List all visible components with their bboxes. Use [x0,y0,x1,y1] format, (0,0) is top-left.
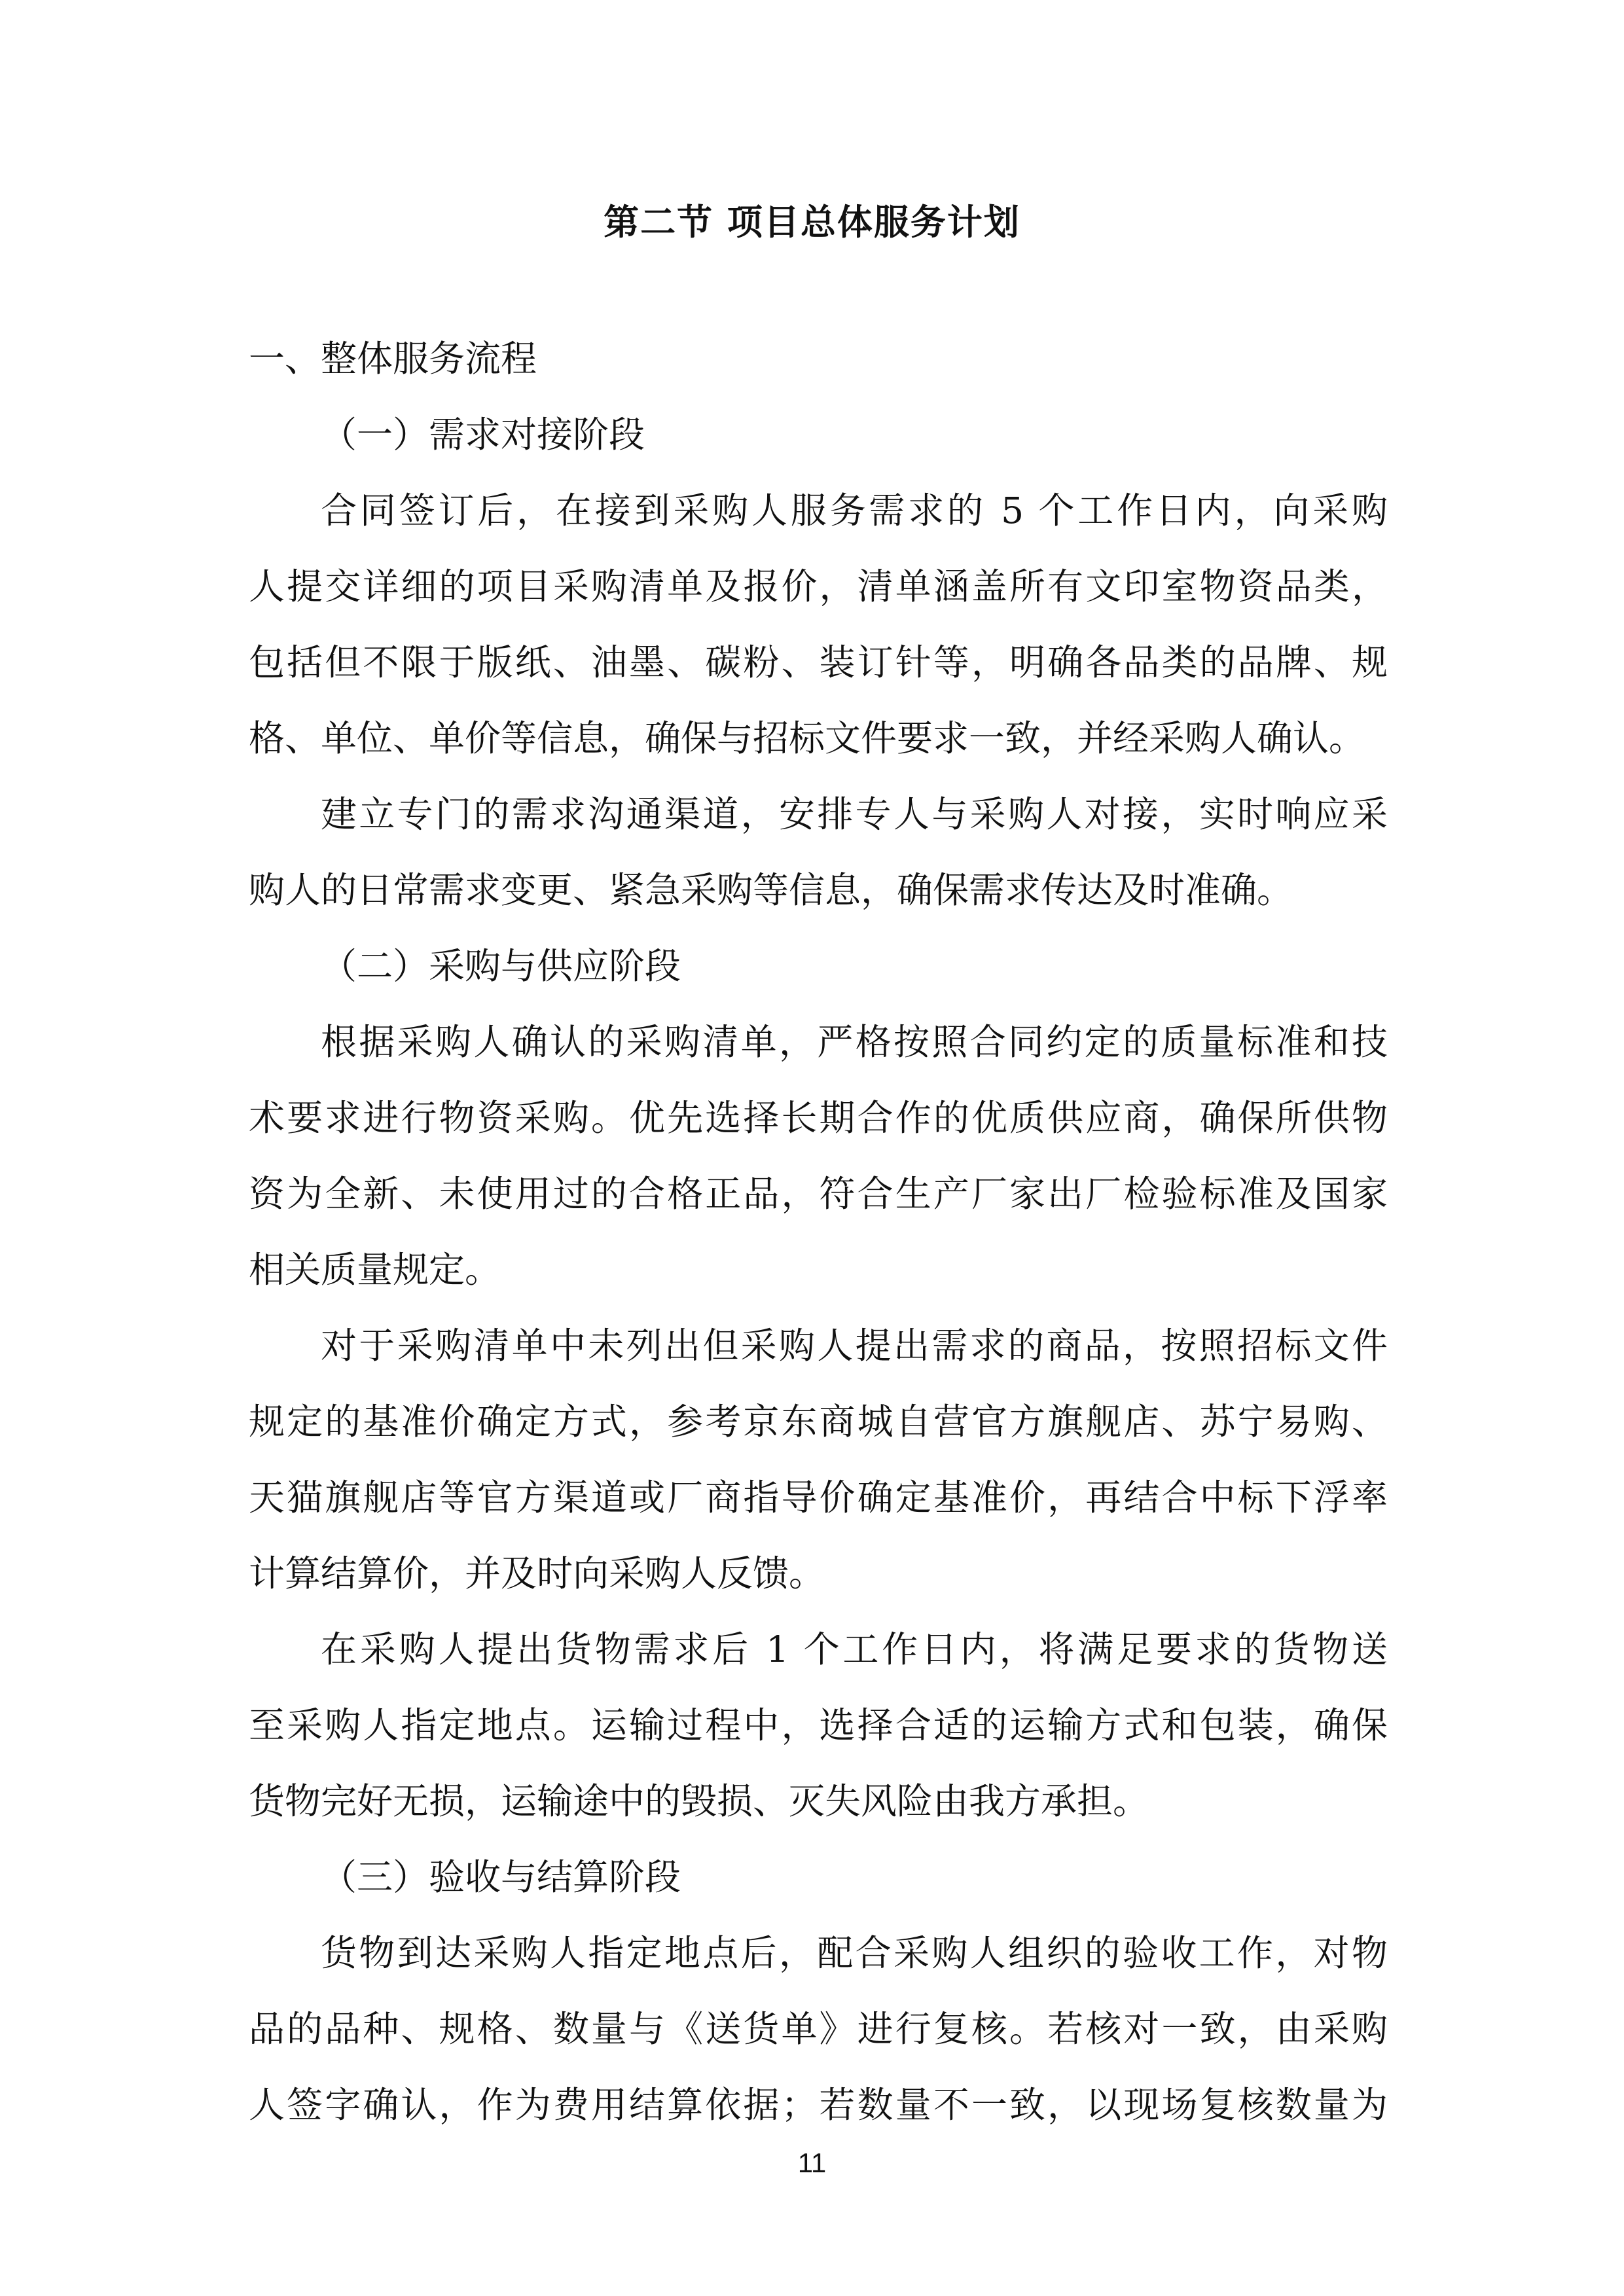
document-body [249,321,1388,2143]
paragraph-line: 货物到达采购人指定地点后，配合采购人组织的验收工作，对物 [321,1932,1388,1974]
paragraph-line: 资为全新、未使用过的合格正品，符合生产厂家出厂检验标准及国家 [249,1173,1388,1215]
paragraph-line: 术要求进行物资采购。优先选择长期合作的优质供应商，确保所供物 [249,1097,1388,1139]
paragraph-line: 天猫旗舰店等官方渠道或厂商指导价确定基准价，再结合中标下浮率 [249,1477,1388,1518]
page-title: 第二节 项目总体服务计划 [604,202,1020,243]
paragraph [249,1611,1388,1839]
paragraph-line: 合同签订后，在接到采购人服务需求的 5 个工作日内，向采购 [321,490,1388,531]
paragraph [249,473,1388,776]
paragraph [249,1308,1388,1611]
page-number: 11 [797,2147,827,2178]
paragraph [249,1915,1388,2143]
paragraph-line: 包括但不限于版纸、油墨、碳粉、装订针等，明确各品类的品牌、规 [249,641,1388,683]
paragraph-line: 根据采购人确认的采购清单，严格按照合同约定的质量标准和技 [321,1021,1388,1063]
paragraph-line: 格、单位、单价等信息，确保与招标文件要求一致，并经采购人确认。 [249,717,1365,759]
section-heading: 一、整体服务流程 [249,338,537,380]
paragraph-line: 购人的日常需求变更、紧急采购等信息，确保需求传达及时准确。 [249,869,1293,911]
paragraph-line: 至采购人指定地点。运输过程中，选择合适的运输方式和包装，确保 [249,1704,1388,1746]
paragraph [249,776,1388,928]
subsection-heading: （二）采购与供应阶段 [321,945,681,987]
paragraph-line: 货物完好无损，运输途中的毁损、灭失风险由我方承担。 [249,1780,1149,1822]
paragraph-line: 对于采购清单中未列出但采购人提出需求的商品，按照招标文件 [321,1325,1388,1367]
subsection-heading: （一）需求对接阶段 [321,414,645,456]
paragraph-line: 人提交详细的项目采购清单及报价，清单涵盖所有文印室物资品类， [249,565,1388,607]
paragraph-line: 规定的基准价确定方式，参考京东商城自营官方旗舰店、苏宁易购、 [249,1401,1388,1443]
paragraph-line: 人签字确认，作为费用结算依据；若数量不一致，以现场复核数量为 [249,2084,1388,2126]
paragraph-line: 相关质量规定。 [249,1249,501,1291]
paragraph-line: 品的品种、规格、数量与《送货单》进行复核。若核对一致，由采购 [249,2008,1388,2050]
paragraph-line: 建立专门的需求沟通渠道，安排专人与采购人对接，实时响应采 [321,793,1388,835]
paragraph-line: 在采购人提出货物需求后 1 个工作日内，将满足要求的货物送 [321,1628,1388,1670]
subsection-heading: （三）验收与结算阶段 [321,1856,681,1898]
paragraph-line: 计算结算价，并及时向采购人反馈。 [249,1552,825,1594]
paragraph [249,1004,1388,1308]
